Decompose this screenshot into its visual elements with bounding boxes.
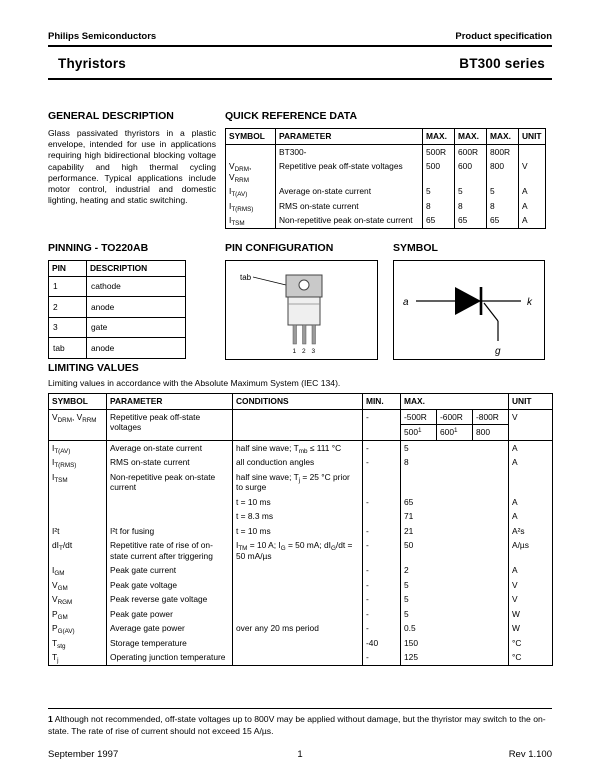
cell-pin: 3: [49, 317, 87, 338]
cell-max: $500^1$: [401, 425, 437, 441]
symbol-box: [393, 260, 545, 360]
table-header-row: [49, 394, 553, 410]
cell-min: -: [363, 538, 401, 563]
cell-unit: A/µs: [509, 538, 553, 563]
cell-conditions: t = 8.3 ms: [233, 509, 363, 524]
cell-parameter: Repetitive rate of rise of on-state current after triggering: [107, 538, 233, 563]
table-row: [49, 636, 553, 651]
table-row: [49, 409, 553, 425]
cell-max: 500: [423, 159, 455, 184]
cell-min: -: [363, 524, 401, 539]
table-row: [226, 184, 546, 199]
cell-unit: V: [519, 159, 546, 184]
cell-symbol: $V_{GM}$: [49, 578, 107, 593]
general-description-section: [48, 110, 216, 206]
table-row: [226, 159, 546, 184]
cell-max: 8: [487, 199, 519, 214]
cell-symbol: $V_{RGM}$: [49, 592, 107, 607]
cell-variant-header: -800R: [473, 409, 509, 425]
limiting-values-heading: LIMITING VALUES: [48, 362, 139, 374]
cell-conditions: [233, 592, 363, 607]
header-left: Philips Semiconductors: [48, 31, 157, 42]
cell-unit: A²s: [509, 524, 553, 539]
col-header-max: MAX.: [487, 129, 519, 145]
cell-variant-header: -500R: [401, 409, 437, 425]
cell-unit: V: [509, 592, 553, 607]
cell-max: 600: [455, 159, 487, 184]
cell-conditions: $I_{TM} = 10$ A; $I_G = 50$ mA; $dI_G/dt = 50$ mA/µs: [233, 538, 363, 563]
mounting-hole: [299, 280, 309, 290]
cell-unit: °C: [509, 650, 553, 665]
cell-min: -: [363, 455, 401, 470]
cell-type-variant: 800R: [487, 144, 519, 159]
cell-min: [363, 470, 401, 495]
limiting-values-table: [48, 393, 553, 666]
table-row: [49, 621, 553, 636]
footer-page-number: 1: [297, 749, 303, 760]
cell-min: -: [363, 409, 401, 440]
cell-conditions: all conduction angles: [233, 455, 363, 470]
general-description-heading: GENERAL DESCRIPTION: [48, 110, 174, 122]
cell-symbol: [49, 495, 107, 510]
footnote: [48, 714, 552, 737]
cell-symbol: $T_j$: [49, 650, 107, 665]
col-header-symbol: SYMBOL: [49, 394, 107, 410]
cell-parameter: Repetitive peak off-state voltages: [276, 159, 423, 184]
pin-leg-1: [293, 325, 297, 344]
pin-configuration-box: [225, 260, 378, 360]
header-right: Product specification: [455, 31, 552, 42]
table-row: [49, 578, 553, 593]
cell-unit: A: [509, 509, 553, 524]
cell-parameter: Non-repetitive peak on-state current: [107, 470, 233, 495]
footnote-rule: [48, 708, 552, 709]
footnote-text: Although not recommended, off-state voltages up to 800V may be applied without damage, but the thyristor may switch to the on-state. The rate of rise of current should not exceed 15 A/µs.: [48, 714, 546, 736]
table-row: [49, 495, 553, 510]
quick-reference-section: [225, 110, 545, 229]
cell-max: 65: [401, 495, 509, 510]
cell-symbol: $I_{TSM}$: [49, 470, 107, 495]
gate-label: g: [495, 346, 501, 357]
cell-min: -: [363, 495, 401, 510]
cell-parameter: Peak gate power: [107, 607, 233, 622]
cell-unit: [509, 470, 553, 495]
cell-conditions: [233, 607, 363, 622]
cathode-label: k: [527, 297, 532, 308]
cell-pin: tab: [49, 338, 87, 359]
symbol-section: [393, 242, 545, 360]
cell-unit: A: [509, 563, 553, 578]
cell-symbol: $V_{DRM}$, $V_{RRM}$: [226, 159, 276, 184]
tab-label: tab: [240, 273, 252, 282]
cell-unit: V: [509, 409, 553, 440]
cell-empty: [226, 144, 276, 159]
table-header-row: [226, 129, 546, 145]
limiting-values-intro: Limiting values in accordance with the Absolute Maximum System (IEC 134).: [48, 378, 341, 388]
pin-number-label: 3: [311, 348, 316, 355]
cell-min: -: [363, 440, 401, 455]
cell-symbol: $dI_T/dt$: [49, 538, 107, 563]
gate-diagonal-line: [484, 303, 498, 321]
cell-max: 5: [423, 184, 455, 199]
cell-max: 5: [401, 440, 509, 455]
cell-conditions: [233, 650, 363, 665]
cell-parameter: [107, 509, 233, 524]
cell-symbol: $I_{T(AV)}$: [226, 184, 276, 199]
cell-max: 125: [401, 650, 509, 665]
table-row: [49, 455, 553, 470]
cell-unit: A: [509, 440, 553, 455]
footer-revision: Rev 1.100: [508, 749, 552, 760]
pin-configuration-heading: PIN CONFIGURATION: [225, 242, 334, 254]
cell-conditions: [233, 563, 363, 578]
pin-leg-3: [312, 325, 316, 344]
col-header-symbol: SYMBOL: [226, 129, 276, 145]
cell-max: 71: [401, 509, 509, 524]
cell-conditions: [233, 578, 363, 593]
pin-number-label: 2: [302, 348, 306, 355]
table-row: [49, 297, 186, 318]
cell-description: anode: [87, 297, 186, 318]
cell-min: [363, 509, 401, 524]
cell-symbol: $I_{TSM}$: [226, 213, 276, 228]
table-row: [49, 592, 553, 607]
cell-symbol: $I_{T(AV)}$: [49, 440, 107, 455]
quick-reference-heading: QUICK REFERENCE DATA: [225, 110, 358, 122]
cell-max: 0.5: [401, 621, 509, 636]
cell-conditions: [233, 636, 363, 651]
cell-max: 5: [401, 607, 509, 622]
to220-package-drawing: [226, 261, 376, 357]
cell-max: [401, 470, 509, 495]
cell-conditions: t = 10 ms: [233, 495, 363, 510]
cell-pin: 1: [49, 276, 87, 297]
cell-min: -: [363, 650, 401, 665]
pinning-table: [48, 260, 186, 359]
series-title: BT300 series: [459, 56, 545, 71]
table-row: [226, 199, 546, 214]
cell-unit: A: [519, 184, 546, 199]
cell-symbol: $P_{G(AV)}$: [49, 621, 107, 636]
pin-configuration-section: [225, 242, 378, 360]
cell-parameter: Peak gate voltage: [107, 578, 233, 593]
cell-empty: [519, 144, 546, 159]
cell-symbol: $I_{GM}$: [49, 563, 107, 578]
col-header-min: MIN.: [363, 394, 401, 410]
pinning-section: [48, 242, 186, 359]
pin-number-label: 1: [292, 348, 297, 355]
cell-unit: A: [509, 455, 553, 470]
cell-max: 5: [487, 184, 519, 199]
pinning-heading: PINNING - TO220AB: [48, 242, 149, 254]
cell-parameter: [107, 495, 233, 510]
pin-leg-2: [303, 325, 307, 344]
symbol-heading: SYMBOL: [393, 242, 438, 254]
footer-date: September 1997: [48, 749, 119, 760]
table-row: [226, 213, 546, 228]
cell-min: -: [363, 578, 401, 593]
col-header-pin: PIN: [49, 261, 87, 277]
cell-max: 21: [401, 524, 509, 539]
cell-parameter: I²t for fusing: [107, 524, 233, 539]
cell-symbol: $I_{T(RMS)}$: [49, 455, 107, 470]
general-description-text: Glass passivated thyristors in a plastic envelope, intended for use in applications requiring high bidirectional blocking voltage capability and high thermal cycling performance. Typical applications include motor control, industrial and domestic lighting, heating and static switching.: [48, 128, 216, 206]
cell-type-variant: 600R: [455, 144, 487, 159]
cell-parameter: Repetitive peak off-state voltages: [107, 409, 233, 440]
cell-symbol: $V_{DRM}$, $V_{RRM}$: [49, 409, 107, 440]
cell-description: cathode: [87, 276, 186, 297]
package-body: [288, 297, 320, 325]
cell-parameter: Peak gate current: [107, 563, 233, 578]
table-row: [49, 276, 186, 297]
cell-min: -: [363, 563, 401, 578]
table-row: [49, 607, 553, 622]
cell-pin: 2: [49, 297, 87, 318]
cell-max: 65: [487, 213, 519, 228]
quick-reference-table: [225, 128, 546, 229]
thyristor-symbol-drawing: [394, 261, 543, 357]
cell-description: gate: [87, 317, 186, 338]
col-header-unit: UNIT: [519, 129, 546, 145]
cell-parameter: Average gate power: [107, 621, 233, 636]
cell-unit: A: [519, 213, 546, 228]
cell-max: 8: [455, 199, 487, 214]
cell-max: 8: [401, 455, 509, 470]
cell-conditions: over any 20 ms period: [233, 621, 363, 636]
cell-parameter: Non-repetitive peak on-state current: [276, 213, 423, 228]
cell-parameter: Average on-state current: [276, 184, 423, 199]
cell-max: 5: [401, 578, 509, 593]
footnote-marker: 1: [48, 714, 53, 724]
table-row: [49, 650, 553, 665]
col-header-max: MAX.: [401, 394, 509, 410]
col-header-parameter: PARAMETER: [276, 129, 423, 145]
title-rule: [48, 78, 552, 80]
cell-min: -: [363, 621, 401, 636]
cell-min: -40: [363, 636, 401, 651]
cell-conditions: t = 10 ms: [233, 524, 363, 539]
cell-parameter: Peak reverse gate voltage: [107, 592, 233, 607]
cell-variant-header: -600R: [437, 409, 473, 425]
cell-unit: A: [509, 495, 553, 510]
cell-max: 65: [423, 213, 455, 228]
table-row: [49, 509, 553, 524]
cell-max: 150: [401, 636, 509, 651]
cell-unit: A: [519, 199, 546, 214]
cell-max: 5: [401, 592, 509, 607]
page-title: Thyristors: [58, 56, 127, 71]
col-header-unit: UNIT: [509, 394, 553, 410]
col-header-max: MAX.: [423, 129, 455, 145]
cell-parameter: Operating junction temperature: [107, 650, 233, 665]
cell-symbol: I²t: [49, 524, 107, 539]
cell-max: 65: [455, 213, 487, 228]
cell-unit: V: [509, 578, 553, 593]
cell-symbol: $T_{stg}$: [49, 636, 107, 651]
cell-type-variant: 500R: [423, 144, 455, 159]
cell-parameter: RMS on-state current: [107, 455, 233, 470]
cell-conditions: half sine wave; $T_j = 25$ °C prior to surge: [233, 470, 363, 495]
cell-unit: W: [509, 621, 553, 636]
cell-max: 800: [473, 425, 509, 441]
table-row: [49, 538, 553, 563]
cell-parameter: Average on-state current: [107, 440, 233, 455]
table-header-row: [49, 261, 186, 277]
cell-min: -: [363, 592, 401, 607]
col-header-description: DESCRIPTION: [87, 261, 186, 277]
cell-parameter: Storage temperature: [107, 636, 233, 651]
cell-max: 5: [455, 184, 487, 199]
cell-description: anode: [87, 338, 186, 359]
cell-unit: W: [509, 607, 553, 622]
header-rule: [48, 45, 552, 47]
cell-unit: °C: [509, 636, 553, 651]
cell-conditions: [233, 409, 363, 440]
cell-max: 50: [401, 538, 509, 563]
thyristor-triangle: [455, 287, 481, 315]
cell-type-prefix: BT300-: [276, 144, 423, 159]
limiting-values-section: [48, 362, 552, 666]
cell-symbol: [49, 509, 107, 524]
table-row: [49, 317, 186, 338]
cell-max: 8: [423, 199, 455, 214]
cell-max: $600^1$: [437, 425, 473, 441]
cell-parameter: RMS on-state current: [276, 199, 423, 214]
col-header-max: MAX.: [455, 129, 487, 145]
tab-leader-line: [253, 277, 286, 285]
col-header-parameter: PARAMETER: [107, 394, 233, 410]
table-row: [49, 524, 553, 539]
table-row: [49, 563, 553, 578]
cell-max: 2: [401, 563, 509, 578]
col-header-conditions: CONDITIONS: [233, 394, 363, 410]
cell-min: -: [363, 607, 401, 622]
anode-label: a: [403, 297, 409, 308]
cell-symbol: $P_{GM}$: [49, 607, 107, 622]
cell-conditions: half sine wave; $T_{mb} \le 111$ °C: [233, 440, 363, 455]
table-row: [49, 440, 553, 455]
cell-max: 800: [487, 159, 519, 184]
table-row: [49, 338, 186, 359]
table-row: [49, 470, 553, 495]
cell-symbol: $I_{T(RMS)}$: [226, 199, 276, 214]
type-number-row: [226, 144, 546, 159]
